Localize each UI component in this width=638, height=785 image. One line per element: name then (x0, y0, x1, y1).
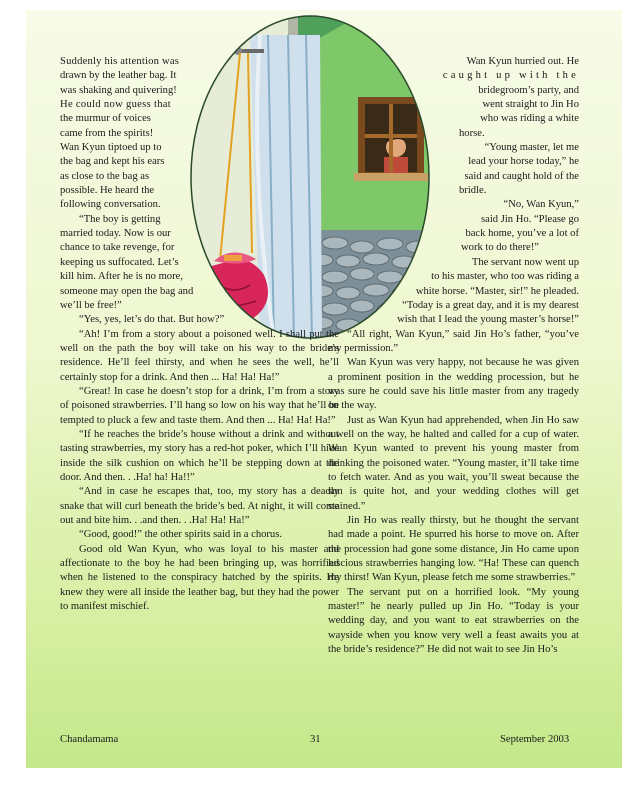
text-line: back home, you’ve a lot of (465, 228, 579, 240)
text-line: was shaking and quivering! (60, 84, 177, 96)
text-line: Wan Kyun tiptoed up to (60, 142, 162, 154)
paragraph: “And in case he escapes that, too, my story has a deadly snake that will curl beneath the bride’s bed. At night, it will come out and bite him. . .and then. . .Ha! Ha! Ha!” (60, 486, 339, 526)
paragraph: “Good, good!” the other spirits said in a chorus. (79, 529, 283, 541)
paragraph: “Yes, yes, let’s do that. But how?” (79, 314, 225, 326)
text-line: bridle. (459, 185, 487, 197)
text-line: caught up with the (442, 70, 579, 82)
text-line: “Today is a great day, and it is my dearest (402, 299, 579, 311)
text-line: married today. Now is our (60, 228, 171, 240)
footer-page-number: 31 (310, 734, 321, 745)
text-line: He could now guess that (60, 99, 172, 111)
text-line: keeping us suffocated. Let’s (60, 256, 179, 268)
text-line: “No, Wan Kyun,” (503, 199, 579, 211)
text-line: lead your horse today,” he (468, 156, 579, 168)
paragraph: Wan Kyun was very happy, not because he was given a prominent position in the wedding procession, but he was sure he could save his little master from any tragedy on the way. (328, 357, 579, 412)
text-line: possible. He heard the (60, 185, 155, 197)
text-line: horse. (459, 127, 485, 139)
text-line: who was riding a white (480, 113, 579, 125)
text-line: “Young master, let me (484, 142, 579, 154)
text-line: went straight to Jin Ho (482, 99, 579, 111)
text-line: bridegroom’s party, and (478, 84, 579, 96)
paragraph: Good old Wan Kyun, who was loyal to his master and affectionate to the boy he had been bringing up, was horrified when he listened to the conspiracy hatched by the spirits. He knew they were all inside the leather bag, but they had the power to manifest mischief. (60, 543, 339, 613)
text-line: work to do there!” (461, 242, 539, 254)
text-line: to his master, who too was riding a (431, 271, 579, 283)
footer-publication: Chandamama (60, 734, 119, 745)
text-line: said Jin Ho. “Please go (481, 213, 579, 225)
paragraph: “Ah! I’m from a story about a poisoned well. I shall put the well on the path the boy will take on his way to the bride’s residence. He’ll feel thirsty, and when he sees the well, he’ll certainly stop for a drink. And then ... Ha! Ha! Ha!” (60, 328, 339, 383)
text-line: Wan Kyun hurried out. He (466, 56, 579, 67)
text-line: white horse. “Master, sir!” he pleaded. (415, 285, 579, 297)
footer-date: September 2003 (500, 734, 570, 745)
text-line: drawn by the leather bag. It (60, 70, 177, 82)
text-line: following conversation. (60, 199, 161, 211)
text-line: the bag and kept his ears (60, 156, 165, 168)
text-line: kill him. After he is no more, (60, 271, 183, 283)
text-line: “The boy is getting (79, 213, 161, 225)
paragraph: “If he reaches the bride’s house without a drink and without tasting strawberries, my story has a red-hot poker, which I’ll hide inside the silk cushion on which he’ll be stepping down at the door. And then. . .Ha! ha! Ha!!” (60, 428, 339, 483)
left-column (60, 55, 339, 614)
text-line: The servant now went up (471, 256, 579, 268)
paragraph: Jin Ho was really thirsty, but he thought the servant had made a point. He spurred his horse to move on. After the procession had gone some distance, Jin Ho came upon luscious strawberries hanging low. “Ha! These can quench my thirst! Wan Kyun, please fetch me some strawberries.” (328, 515, 579, 584)
paragraph: Just as Wan Kyun had apprehended, when Jin Ho saw a well on the way, he halted and called for a cup of water. Wan Kyun wanted to prevent his young master from drinking the poisoned water. “Young master, it’ll take time to fetch water. And as you wait, you’ll sweat because the sun is quite hot, and your wedding clothes will get stained.” (328, 414, 579, 512)
text-line: chance to take revenge, for (60, 242, 175, 254)
text-line: wish that I lead the young master’s horse!” (397, 314, 579, 326)
text-line: as close to the bag as (60, 170, 150, 182)
text-line: Suddenly his attention was (60, 56, 180, 67)
text-line: said and caught hold of the (464, 170, 579, 182)
text-line: someone may open the bag and (60, 285, 194, 297)
text-line: came from the spirits! (60, 127, 154, 139)
paragraph: “Great! In case he doesn’t stop for a drink, I’m from a story of poisoned strawberries. I’ll hang so low on his way that he’ll be tempted to pluck a few and taste them. And then ... Ha! Ha! Ha!” (60, 385, 339, 426)
nail (240, 49, 264, 53)
paragraph: “All right, Wan Kyun,” said Jin Ho’s father, “you’ve my permission.” (328, 328, 579, 354)
right-column (328, 55, 579, 657)
paragraph: The servant put on a horrified look. “My young master!” he nearly pulled up Jin Ho. “Today is your wedding day, and you want to eat strawberries on the wayside when you know very well a feast awaits you at the bride’s residence?” He did not wait to see Jin Ho’s (328, 586, 579, 656)
text-line: the murmur of voices (60, 113, 151, 125)
text-line: we’ll be free!” (60, 299, 122, 311)
